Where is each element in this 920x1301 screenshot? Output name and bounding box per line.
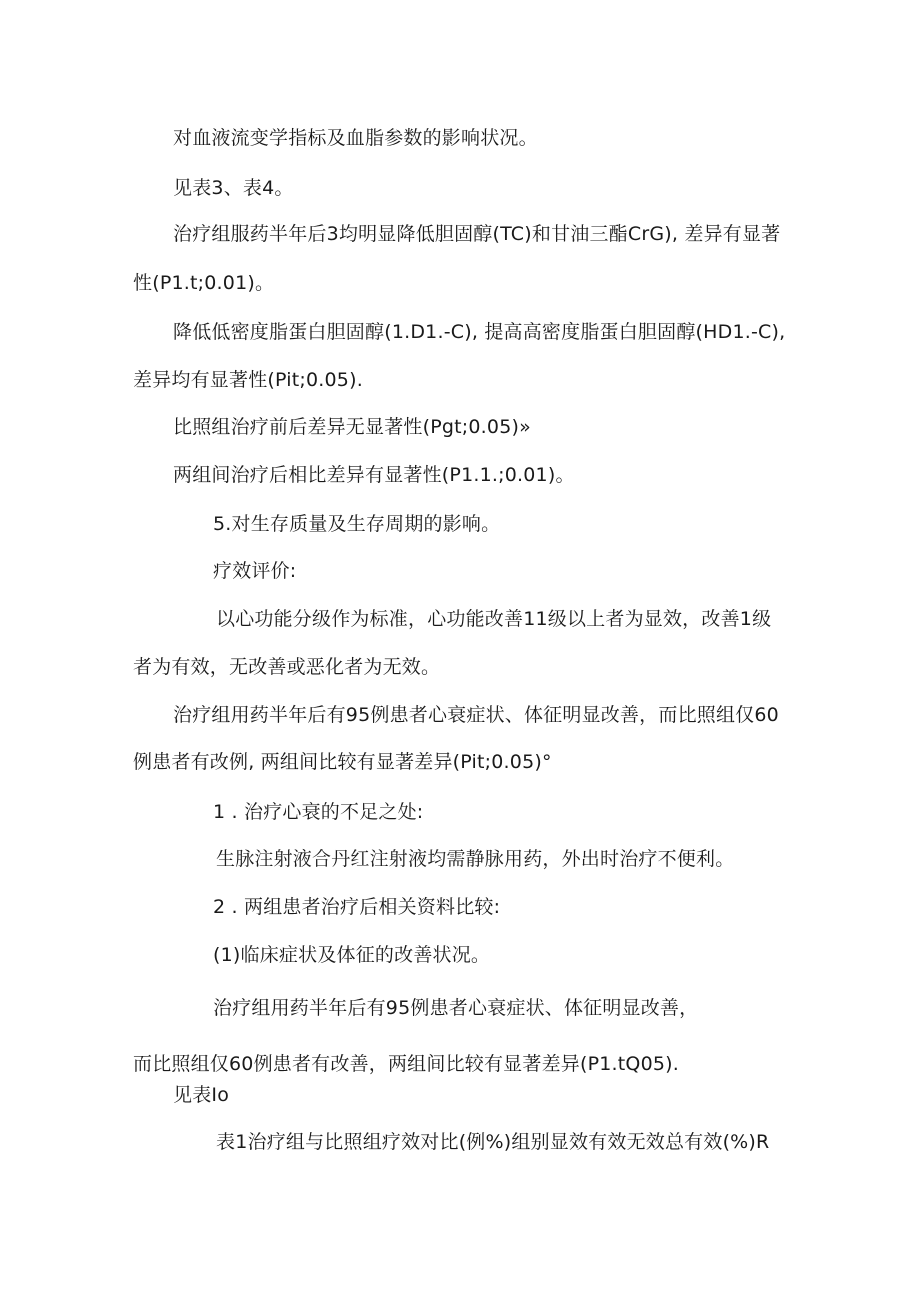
text-line: 2 . 两组患者治疗后相关资料比较:	[213, 896, 501, 918]
table-caption: 表1治疗组与比照组疗效对比(例%)组别显效有效无效总有效(%)R	[216, 1131, 770, 1153]
text-line: 差异均有显著性(Pit;0.05).	[133, 369, 363, 391]
text-line: 治疗组用药半年后有95例患者心衰症状、体征明显改善，而比照组仅60	[173, 704, 779, 726]
text-line: 疗效评价:	[213, 560, 297, 582]
text-line: 性(P1.t;0.01)。	[133, 272, 275, 294]
text-line: 生脉注射液合丹红注射液均需静脉用药，外出时治疗不便利。	[216, 848, 735, 870]
text-line: 1 . 治疗心衰的不足之处:	[213, 801, 424, 823]
text-line: 比照组治疗前后差异无显著性(Pgt;0.05)»	[173, 416, 531, 438]
text-line: 例患者有改例, 两组间比较有显著差异(Pit;0.05)°	[133, 751, 552, 773]
text-line: 对血液流变学指标及血脂参数的影响状况。	[173, 127, 538, 149]
text-line: 者为有效，无改善或恶化者为无效。	[133, 656, 441, 678]
text-line: 治疗组服药半年后3均明显降低胆固醇(TC)和甘油三酯CrG), 差异有显著	[173, 223, 781, 245]
text-line: 见表3、表4。	[173, 177, 294, 199]
text-line: 见表Io	[173, 1084, 230, 1106]
text-line: 以心功能分级作为标准，心功能改善11级以上者为显效，改善1级	[216, 608, 772, 630]
text-line: 两组间治疗后相比差异有显著性(P1.1.;0.01)。	[173, 464, 575, 486]
text-line: 降低低密度脂蛋白胆固醇(1.D1.-C), 提高高密度脂蛋白胆固醇(HD1.-C),	[173, 321, 786, 343]
text-line: 5.对生存质量及生存周期的影响。	[213, 513, 501, 535]
text-line: 而比照组仅60例患者有改善，两组间比较有显著差异(P1.tQ05).	[133, 1053, 680, 1075]
text-line: (1)临床症状及体征的改善状况。	[213, 944, 491, 966]
text-line: 治疗组用药半年后有95例患者心衰症状、体征明显改善，	[213, 997, 699, 1019]
